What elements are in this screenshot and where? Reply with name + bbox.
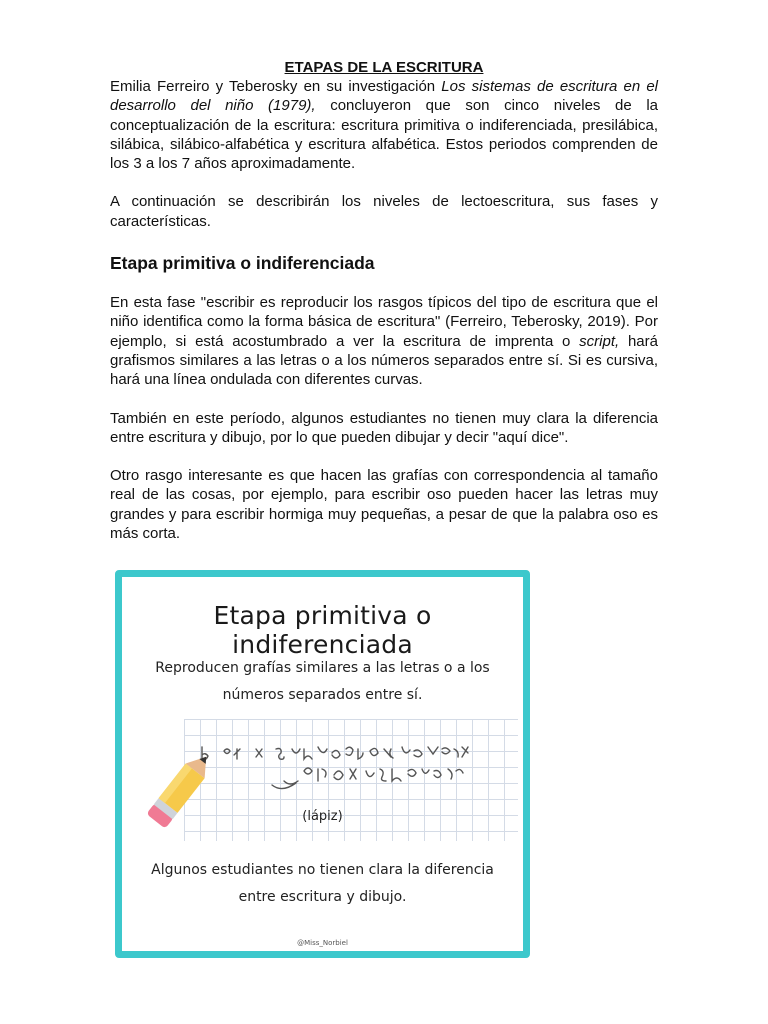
intro-citation: Los sistemas de escritura en el desarrollo del niño (1979), [110, 78, 659, 115]
document-body [110, 58, 658, 543]
paragraph-2: También en este período, algunos estudiantes no tienen muy clara la diferencia entre escritura y dibujo, por lo que pueden dibujar y decir "aquí dice". [110, 409, 658, 446]
paragraph-1-text-1: En esta fase "escribir es reproducir los rasgos típicos del tipo de escritura que el niño identifica como la forma básica de escritura" (Ferreiro, Teberosky, 2019). Por ejemplo, si está acostumbrado a ver la escritura de imprenta o [110, 294, 658, 350]
document-heading: ETAPAS DE LA ESCRITURA [284, 59, 484, 76]
script-term: script, [579, 332, 620, 350]
figure-title: Etapa primitiva o indiferenciada [213, 601, 432, 659]
illustration-card [115, 570, 530, 958]
intro-text-1: Emilia Ferreiro y Teberosky en su investigación [110, 78, 442, 95]
figure-credit: @Miss_Norbiel [297, 939, 348, 947]
pencil-icon [136, 739, 226, 839]
section-title: Etapa primitiva o indiferenciada [110, 253, 375, 274]
paragraph-3: Otro rasgo interesante es que hacen las grafías con correspondencia al tamaño real de las cosas, por ejemplo, para escribir oso pueden hacer las letras muy grandes y para escribir hormiga muy pequeñas, a pesar de que la palabra oso es más corta. [110, 467, 658, 543]
paragraph-1-text-2: hará grafismos similares a las letras o a los números separados entre sí. Si es cursiva, hará una línea ondulada con diferentes curvas. [110, 332, 658, 389]
figure-caption: (lápiz) [302, 809, 343, 824]
continuation-paragraph: A continuación se describirán los niveles de lectoescritura, sus fases y características. [110, 193, 658, 230]
figure-bottom-text: Algunos estudiantes no tienen clara la diferencia entre escritura y dibujo. [151, 862, 494, 905]
intro-paragraph [110, 77, 658, 173]
intro-text-2: concluyeron que son cinco niveles de la conceptualización de la escritura: escritura primitiva o indiferenciada, presilábica, silábica, silábico-alfabética y escritura alfabética. Estos periodos comprenden de los 3 a los 7 años aproximadamente. [110, 97, 658, 173]
paragraph-1 [110, 293, 658, 389]
figure-subtitle: Reproducen grafías similares a las letras o a los números separados entre sí. [155, 660, 490, 703]
